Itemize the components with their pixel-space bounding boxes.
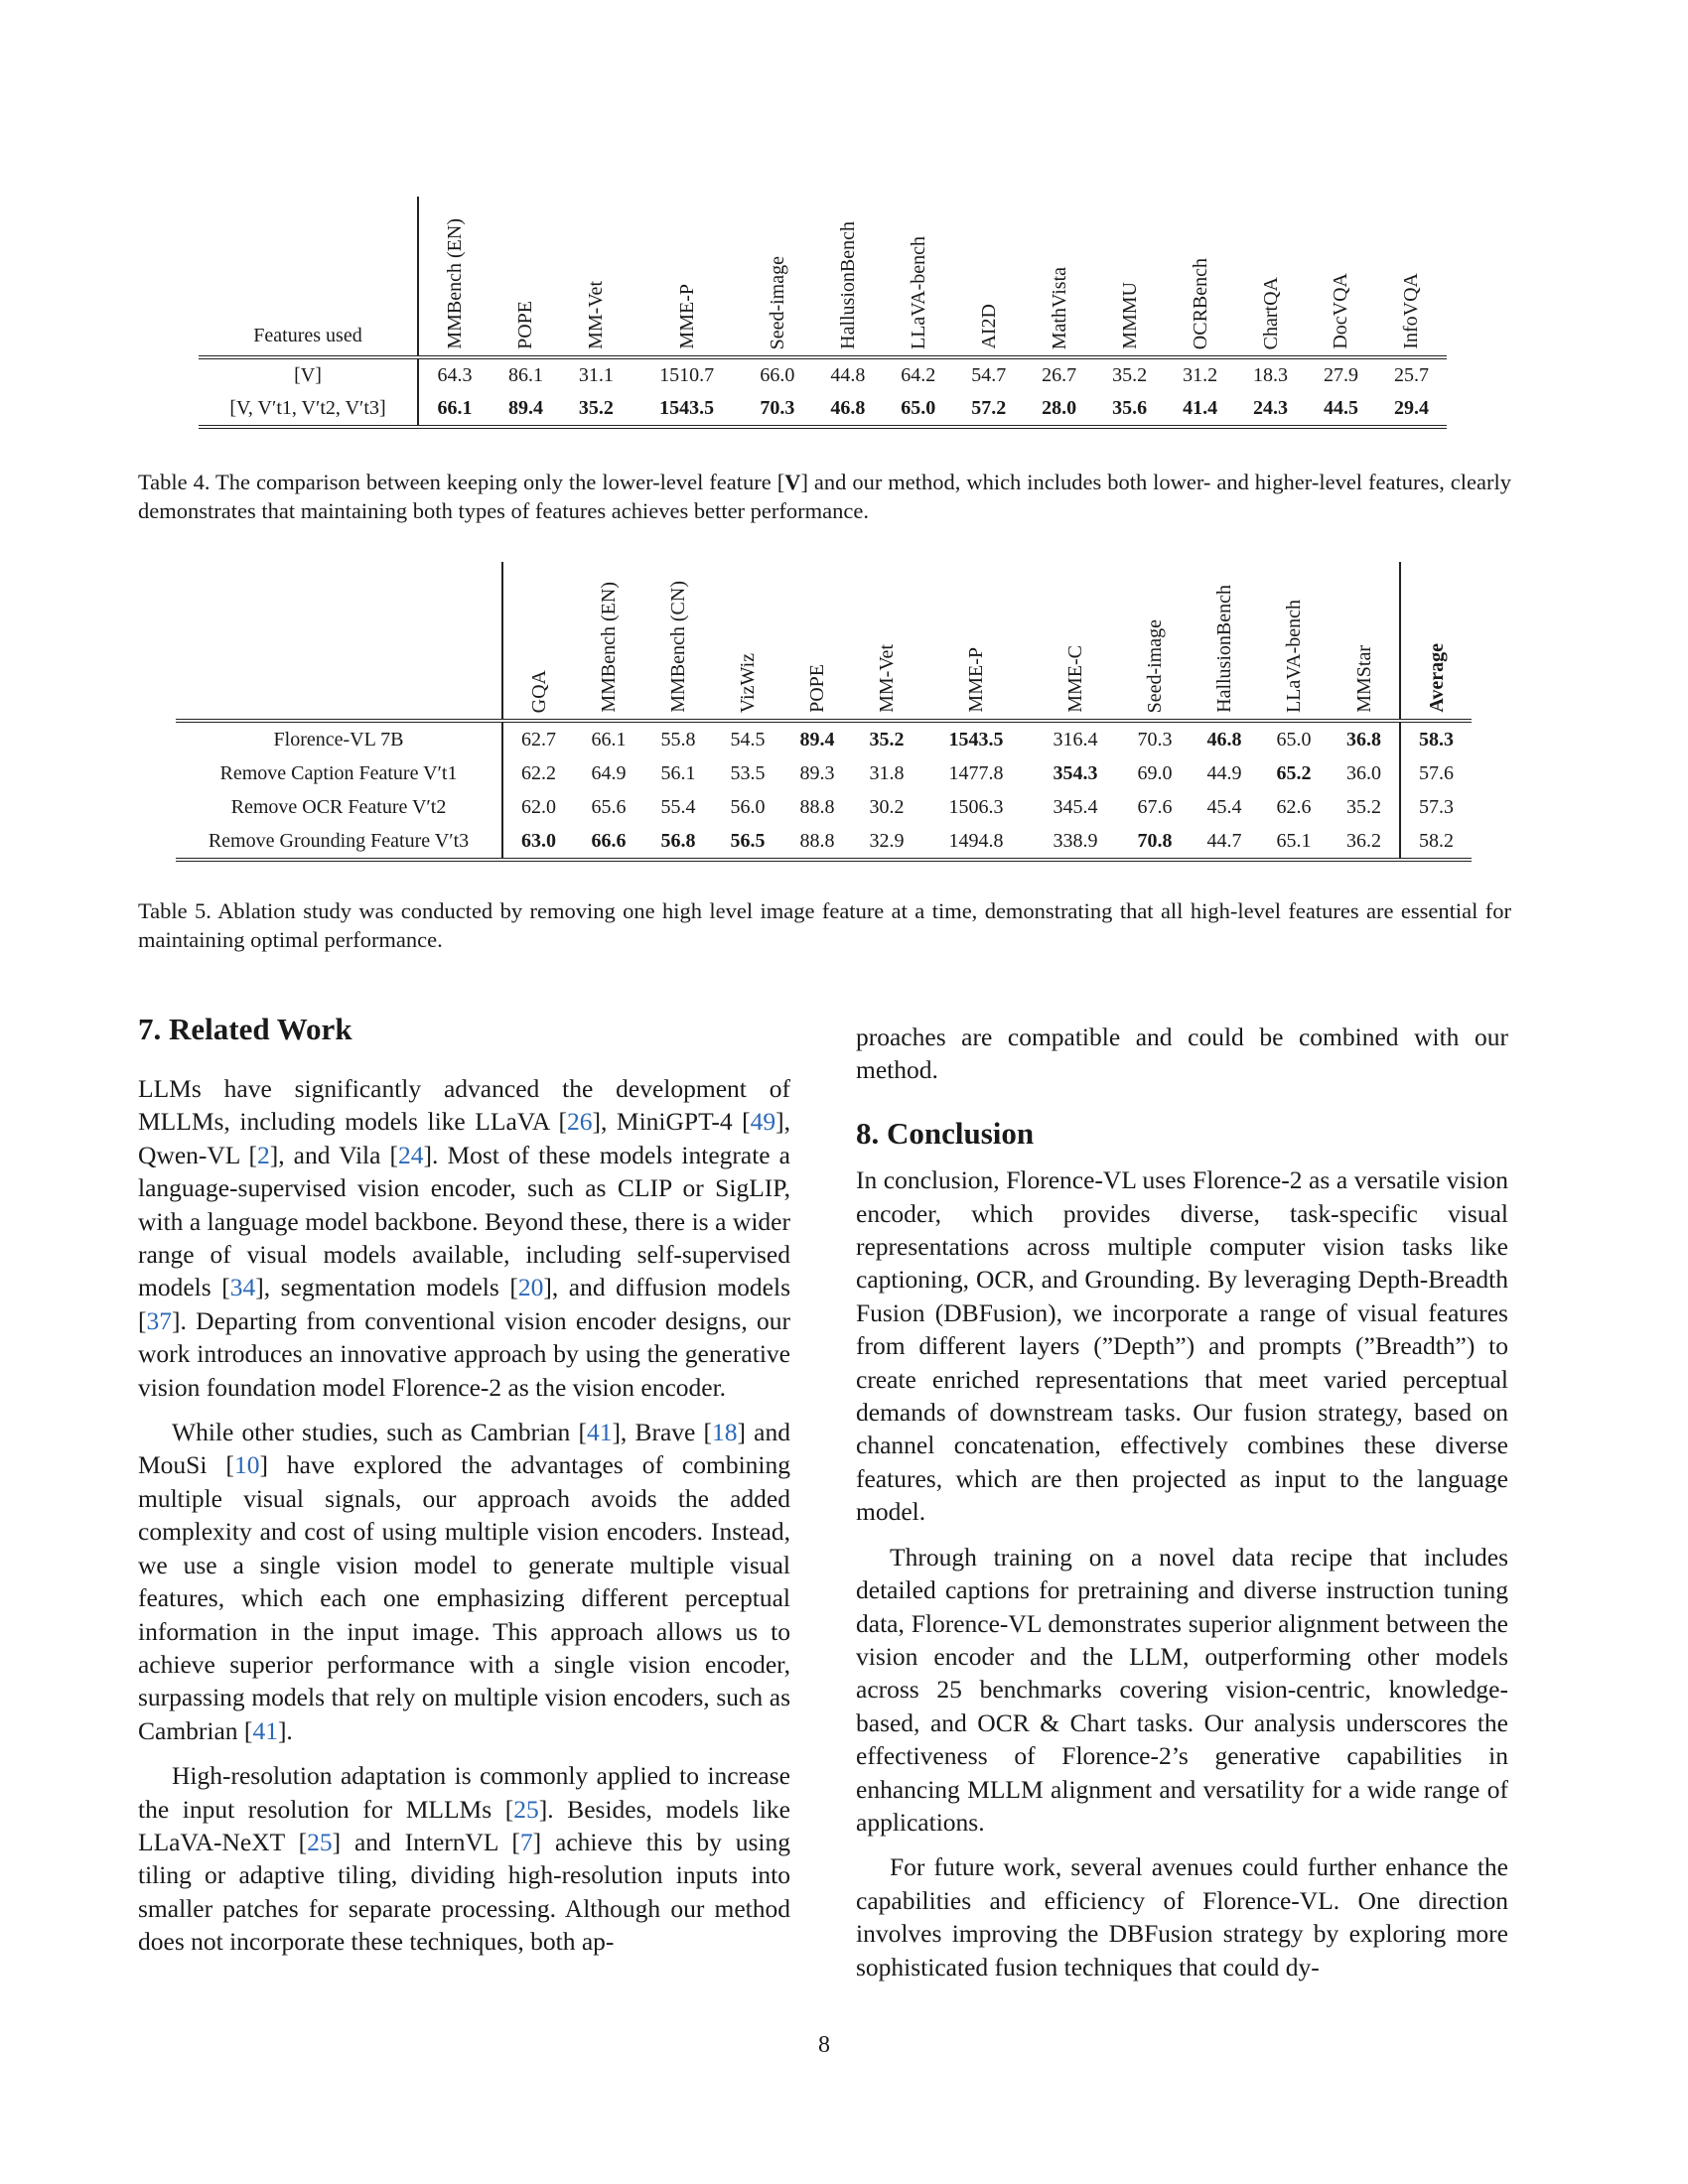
table-row <box>176 824 1472 860</box>
table5-column-label: Seed-image <box>1144 618 1166 713</box>
table4-column-label: MMMU <box>1118 282 1141 349</box>
table-cell: 46.8 <box>1206 728 1242 751</box>
table-cell: 44.5 <box>1306 392 1376 427</box>
table-cell: 56.0 <box>730 795 766 818</box>
table-cell: 64.3 <box>418 357 491 392</box>
conclusion-paragraph-1: In conclusion, Florence-VL uses Florence-2 as a versatile vision encoder, which provides diverse, task-specific visual representations across multiple computer vision tasks like captioning, OCR, and Grounding. By leveraging Depth-Breadth Fusion (DBFusion), we incorporate a range of visual features from different layers (”Depth”) and prompts (”Breadth”) to create enriched representations that meet varied perceptual demands of downstream tasks. Our fusion strategy, based on channel concatenation, effectively combines these diverse features, which are then projected as input to the language model. <box>856 1165 1508 1527</box>
table-4-rowhead-label: Features used <box>199 197 418 357</box>
table-cell: 25.7 <box>1393 364 1429 386</box>
table-cell: 69.0 <box>1137 761 1173 784</box>
row-label: Florence-VL 7B <box>273 728 404 751</box>
table5-column-header <box>1329 562 1400 721</box>
related-work-heading: 7. Related Work <box>138 1012 352 1046</box>
table4-column-label: Seed-image <box>766 255 788 349</box>
conclusion-heading: 8. Conclusion <box>856 1115 1035 1151</box>
table-row <box>176 756 1472 790</box>
table4-column-header <box>1376 197 1447 357</box>
table-cell: 27.9 <box>1323 364 1358 386</box>
table-cell: 62.7 <box>502 721 574 756</box>
left-column <box>138 1072 790 1959</box>
table4-column-label: MME-P <box>675 284 698 349</box>
table5-column-label: MME-P <box>965 647 987 713</box>
table-cell: 56.1 <box>660 761 696 784</box>
table-4-caption-label: Table 4. The comparison between keeping only the lower-level feature [V] and our method, which includes both lower- and higher-level features, clearly demonstrates that maintaining both types of features achieves better performance. <box>138 470 1511 523</box>
table-cell: 65.0 <box>883 392 953 427</box>
table-cell: 28.0 <box>1024 392 1094 427</box>
table-cell: 32.9 <box>852 824 921 860</box>
table-cell: 57.6 <box>1400 756 1472 790</box>
row-label: Remove OCR Feature V′t2 <box>230 795 447 818</box>
table5-column-label: VizWiz <box>737 652 759 713</box>
table4-column-label: MM-Vet <box>585 281 608 349</box>
row-label: Remove Caption Feature V′t1 <box>219 761 458 784</box>
table-5-caption-text: Table 5. Ablation study was conducted by removing one high level image feature at a time, demonstrating that all high-level features are essential for maintaining optimal performance. <box>138 898 1511 952</box>
table5-column-label: MMStar <box>1352 645 1375 713</box>
table-cell: 70.3 <box>1137 728 1173 751</box>
table-cell: 65.2 <box>1276 761 1312 784</box>
table-cell: 1543.5 <box>632 392 743 427</box>
table-cell: 58.2 <box>1400 824 1472 860</box>
table5-column-header <box>1259 562 1329 721</box>
table4-column-header <box>1094 197 1165 357</box>
table5-column-header <box>782 562 852 721</box>
right-column <box>856 1021 1508 1983</box>
table4-column-header <box>883 197 953 357</box>
table-cell: 316.4 <box>1053 728 1098 751</box>
table-cell: 1506.3 <box>948 795 1004 818</box>
table5-column-header <box>574 562 643 721</box>
table4-column-label: DocVQA <box>1330 273 1352 349</box>
table5-column-label: MM-Vet <box>876 644 898 713</box>
table-cell: 54.5 <box>730 728 766 751</box>
table-cell: 1477.8 <box>948 761 1004 784</box>
table-4-header <box>199 197 1447 357</box>
table4-column-label: POPE <box>514 301 537 349</box>
table-cell: 54.7 <box>971 364 1007 386</box>
table-cell: 65.6 <box>591 795 627 818</box>
table-4-caption <box>138 468 1511 525</box>
table-cell: 67.6 <box>1137 795 1173 818</box>
table-cell: 24.3 <box>1235 392 1306 427</box>
table5-column-label: LLaVA-bench <box>1283 599 1305 713</box>
table4-column-header <box>1024 197 1094 357</box>
table4-column-label: ChartQA <box>1259 276 1282 349</box>
table-cell: 35.6 <box>1094 392 1165 427</box>
table-cell: 89.4 <box>491 392 561 427</box>
table-5-rowhead <box>176 562 502 721</box>
table-cell: 46.8 <box>812 392 883 427</box>
related-paragraph-2: While other studies, such as Cambrian [41], Brave [18] and MouSi [10] have explored the advantages of combining multiple visual signals, our approach avoids the added complexity and cost of using multiple vision encoders. Instead, we use a single vision model to generate multiple visual features, which each one emphasizing different perceptual information in the input image. This approach allows us to achieve superior performance with a single vision encoder, surpassing models that rely on multiple vision encoders, such as Cambrian [41]. <box>138 1418 790 1745</box>
table4-column-label: LLaVA-bench <box>907 235 929 349</box>
table-cell: 44.8 <box>830 364 866 386</box>
table-cell: 35.2 <box>1346 795 1381 818</box>
table5-column-header <box>852 562 921 721</box>
table-cell: 62.0 <box>502 790 574 824</box>
table-4 <box>199 197 1447 429</box>
page-number: 8 <box>818 2032 830 2058</box>
table-cell: 36.2 <box>1329 824 1400 860</box>
table4-column-label: HallusionBench <box>836 221 859 349</box>
table4-column-header <box>812 197 883 357</box>
table4-column-header <box>953 197 1024 357</box>
row-label: Remove Grounding Feature V′t3 <box>176 824 502 860</box>
table5-column-label: MMBench (CN) <box>667 581 689 713</box>
table-cell: 66.6 <box>574 824 643 860</box>
table-cell: 36.0 <box>1346 761 1381 784</box>
table-cell: 89.3 <box>799 761 835 784</box>
table-cell: 41.4 <box>1165 392 1235 427</box>
table-cell: 55.4 <box>660 795 696 818</box>
table4-column-label: AI2D <box>977 304 1000 349</box>
table-cell: 62.2 <box>502 756 574 790</box>
conclusion-paragraph-2: Through training on a novel data recipe that includes detailed captions for pretraining and diverse instruction tuning data, Florence-VL demonstrates superior alignment between the vision encoder and the LLM, outperforming other models across 25 benchmarks covering vision-centric, knowledge-based, and OCR & Chart tasks. Our analysis underscores the effectiveness of Florence-2’s generative capabilities in enhancing MLLM alignment and versatility for a wide range of applications. <box>856 1542 1508 1837</box>
table4-column-header <box>418 197 491 357</box>
table-cell: 345.4 <box>1053 795 1098 818</box>
table-cell: 64.9 <box>591 761 627 784</box>
table-cell: 1510.7 <box>659 364 715 386</box>
table-cell: 26.7 <box>1042 364 1077 386</box>
table-row <box>199 392 1447 427</box>
table5-column-header <box>1031 562 1120 721</box>
table-row <box>176 790 1472 824</box>
table-5-caption <box>138 896 1511 954</box>
table5-column-header <box>1400 562 1472 721</box>
table-cell: 35.2 <box>1112 364 1148 386</box>
table-cell: 89.4 <box>799 728 835 751</box>
table-cell: 56.8 <box>643 824 713 860</box>
table-cell: 354.3 <box>1053 761 1098 784</box>
table-cell: 30.2 <box>869 795 905 818</box>
row-label: [V] <box>294 364 322 386</box>
table5-column-header <box>643 562 713 721</box>
table-cell: 53.5 <box>730 761 766 784</box>
table-cell: 66.1 <box>591 728 627 751</box>
table-cell: 31.1 <box>578 364 614 386</box>
table5-column-label: Average <box>1425 643 1448 713</box>
table-cell: 86.1 <box>507 364 543 386</box>
table4-column-header <box>1306 197 1376 357</box>
related-paragraph-3: High-resolution adaptation is commonly applied to increase the input resolution for MLLMs [25]. Besides, models like LLaVA-NeXT [25] and InternVL [7] achieve this by using tiling or adaptive tiling, dividing high-resolution inputs into smaller patches for separate processing. Although our method does not incorporate these techniques, both ap- <box>138 1761 791 1957</box>
table4-column-header <box>632 197 743 357</box>
table-cell: 66.1 <box>418 392 491 427</box>
conclusion-paragraph-3: For future work, several avenues could further enhance the capabilities and efficiency of Florence-VL. One direction involves improving the DBFusion strategy by exploring more sophisticated fusion techniques that could dy- <box>856 1852 1508 1981</box>
table-cell: 64.2 <box>901 364 936 386</box>
table5-column-label: MMBench (EN) <box>598 582 620 713</box>
table-cell: 1494.8 <box>921 824 1031 860</box>
table-cell: 36.8 <box>1346 728 1381 751</box>
table-cell: 65.0 <box>1276 728 1312 751</box>
table5-column-header <box>502 562 574 721</box>
table5-column-header <box>713 562 782 721</box>
table-cell: 45.4 <box>1206 795 1242 818</box>
table4-column-header <box>491 197 561 357</box>
table-cell: 88.8 <box>782 824 852 860</box>
table4-column-label: MathVista <box>1048 266 1070 349</box>
row-label: [V, V′t1, V′t2, V′t3] <box>199 392 418 427</box>
table-cell: 29.4 <box>1376 392 1447 427</box>
table-cell: 58.3 <box>1400 721 1472 756</box>
table-cell: 55.8 <box>660 728 696 751</box>
table-5 <box>176 562 1472 862</box>
related-paragraph-3-continued: proaches are compatible and could be combined with our method. <box>856 1023 1508 1085</box>
table-cell: 1543.5 <box>948 728 1004 751</box>
table-cell: 57.3 <box>1400 790 1472 824</box>
table-row <box>199 357 1447 392</box>
table5-column-header <box>1190 562 1259 721</box>
table4-column-label: InfoVQA <box>1400 273 1423 349</box>
table-cell: 35.2 <box>869 728 905 751</box>
table-cell: 338.9 <box>1031 824 1120 860</box>
table4-column-label: OCRBench <box>1189 257 1211 349</box>
table-cell: 44.7 <box>1190 824 1259 860</box>
table-cell: 35.2 <box>561 392 632 427</box>
table-cell: 70.8 <box>1120 824 1190 860</box>
table-cell: 62.6 <box>1276 795 1312 818</box>
table4-column-label: MMBench (EN) <box>443 218 466 349</box>
table-cell: 66.0 <box>760 364 795 386</box>
table4-column-header <box>561 197 632 357</box>
table4-column-header <box>742 197 812 357</box>
table-cell: 31.2 <box>1183 364 1218 386</box>
table5-column-label: GQA <box>527 669 550 713</box>
table-cell: 31.8 <box>869 761 905 784</box>
table-cell: 65.1 <box>1259 824 1329 860</box>
table-cell: 70.3 <box>742 392 812 427</box>
table-cell: 18.3 <box>1253 364 1289 386</box>
table-cell: 63.0 <box>502 824 574 860</box>
table-cell: 57.2 <box>953 392 1024 427</box>
table-5-header <box>176 562 1472 721</box>
related-paragraph-1: LLMs have significantly advanced the development of MLLMs, including models like LLaVA [26], MiniGPT-4 [49], Qwen-VL [2], and Vila [24]. Most of these models integrate a language-supervised vision encoder, such as CLIP or SigLIP, with a language model backbone. Beyond these, there is a wider range of visual models available, including self-supervised models [34], segmentation models [20], and diffusion models [37]. Departing from conventional vision encoder designs, our work introduces an innovative approach by using the generative vision foundation model Florence-2 as the vision encoder. <box>138 1074 791 1402</box>
table-cell: 44.9 <box>1206 761 1242 784</box>
table5-column-header <box>1120 562 1190 721</box>
table5-column-header <box>921 562 1031 721</box>
table4-column-header <box>1165 197 1235 357</box>
table-cell: 88.8 <box>799 795 835 818</box>
table-cell: 56.5 <box>713 824 782 860</box>
table5-column-label: POPE <box>806 664 828 713</box>
table4-column-header <box>1235 197 1306 357</box>
table5-column-label: MME-C <box>1064 645 1086 713</box>
table5-column-label: HallusionBench <box>1213 585 1235 713</box>
table-row <box>176 721 1472 756</box>
